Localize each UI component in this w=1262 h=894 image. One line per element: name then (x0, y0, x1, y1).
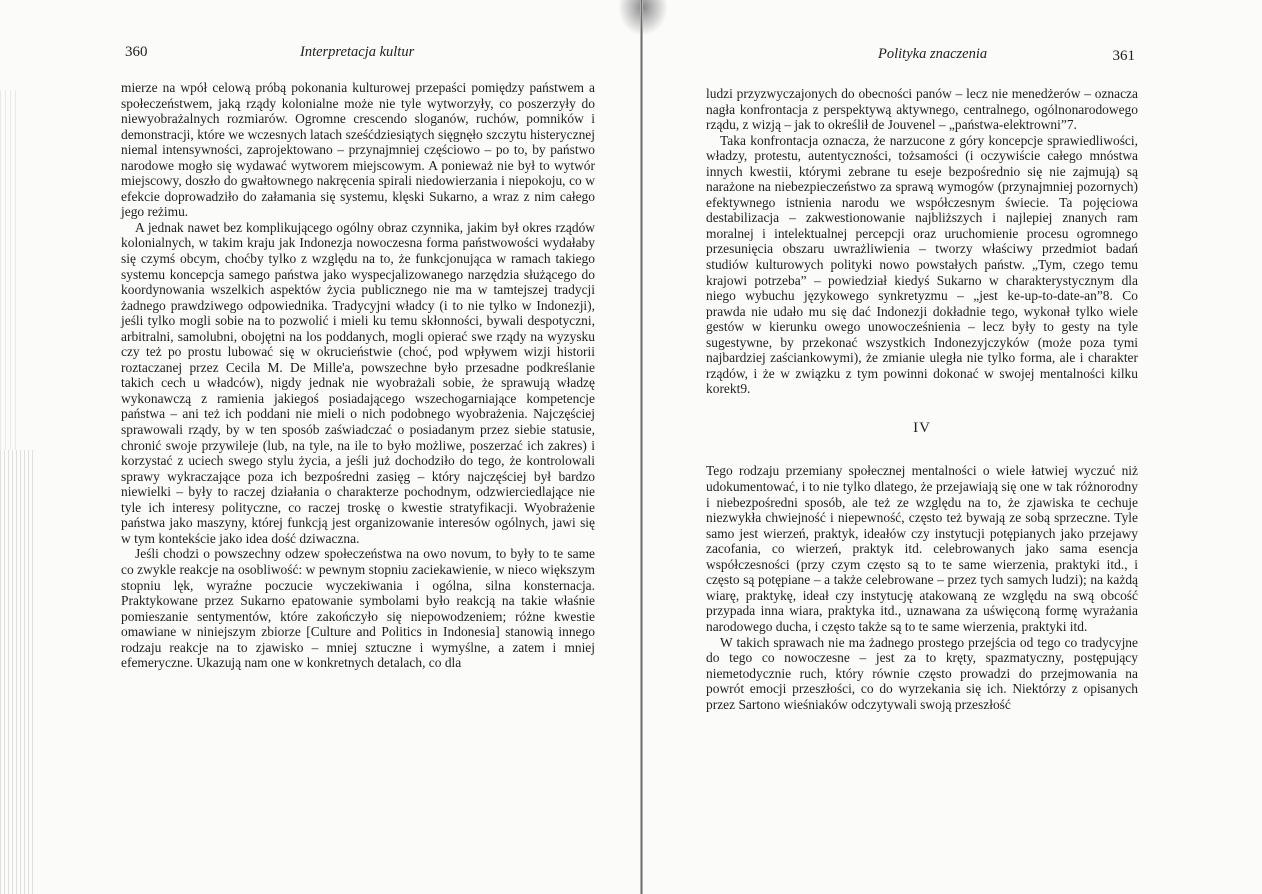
page-edge-shadow-upper (0, 90, 16, 450)
paragraph: Tego rodzaju przemiany społecznej mentalności o wiele łatwiej wyczuć niż udokumentować, i to nie tylko dlatego, że przejawiają się one w tak różnorodny i niebezpośredni sposób, ale też ze względu na to, że zjawiska te cechuje niezwykła chwiejność i niepewność, często też bywają ze sobą sprzeczne. Tyle samo jest wierzeń, praktyk, ideałów czy instytucji potępianych jako przejawy zacofania, co wierzeń, praktyk itd. celebrowanych jako sama esencja współczesności (przy czym często są to te same wierzenia, praktyki itd., i często są potępiane – a także celebrowane – przez tych samych ludzi); na każdą wiarę, praktykę, ideał czy instytucję atakowaną ze względu na swą obcość przypada inna wiara, praktyka itd., uznawana za uświęconą formę wyrażania narodowego ducha, i często także są to te same wierzenia, praktyki itd. (706, 463, 1138, 634)
paragraph: ludzi przyzwyczajonych do obecności panów – lecz nie menedżerów – oznacza nagła konfrontacja z perspektywą aktywnego, centralnego, ogólnonarodowego rządu, z wizją – jak to określił de Jouvenel – „państwa-elektrowni”7. (706, 86, 1138, 133)
left-page-body (121, 80, 595, 671)
section-heading: IV (913, 419, 931, 436)
page-edge-shadow (0, 450, 34, 894)
book-gutter-shadow (618, 0, 668, 36)
right-page-number: 361 (1112, 48, 1135, 64)
paragraph: Jeśli chodzi o powszechny odzew społeczeństwa na owo novum, to były to te same co zwykle reakcje na osobliwość: w pewnym stopniu zaciekawienie, w nieco większym stopniu lęk, wyraźne poczucie wyczekiwania i ogólna, silna konsternacja. Praktykowane przez Sukarno epatowanie symbolami było reakcją na takie właśnie pomieszanie sentymentów, które zakończyło się niepowodzeniem; różne kwestie omawiane w niniejszym zbiorze [Culture and Politics in Indonesia] stanowią innego rodzaju reakcje na to zjawisko – mniej sztuczne i wymyślne, a zatem i mniej efemeryczne. Ukazują nam one w konkretnych detalach, co dla (121, 546, 595, 671)
right-page-body (706, 86, 1138, 712)
paragraph: Taka konfrontacja oznacza, że narzucone z góry koncepcje sprawiedliwości, władzy, protestu, autentyczności, tożsamości (i oczywiście całego mnóstwa innych kwestii, którymi zebrane tu eseje bezpośrednio się nie zajmują) są narażone na niebezpieczeństwo za sprawą wymogów (przynajmniej pozornych) efektywnego istnienia narodu we współczesnym świecie. Ta pojęciowa destabilizacja – zakwestionowanie najbliższych i najlepiej znanych ram moralnej i intelektualnej percepcji oraz uruchomienie procesu ogromnego przesunięcia obszaru uwrażliwienia – tworzy właściwy przedmiot badań studiów kulturowych polityki nowo powstałych państw. „Tym, czego temu krajowi potrzeba” – powiedział kiedyś Sukarno w charakterystycznym dla niego wybuchu językowego synkretyzmu – „jest ke-up-to-date-an”8. Co prawda nie udało mu się dać Indonezji dokładnie tego, wykonał tylko wiele gestów w kierunku owego unowocześnienia – lecz były to gesty na tyle sugestywne, by przekonać wszystkich Indonezyjczyków (może poza tymi najbardziej zaściankowymi), że zmianie uległa nie tylko forma, ale i charakter rządów, i że w związku z tym powinni dokonać w swojej mentalności kilku korekt9. (706, 132, 1138, 397)
right-running-head: Polityka znaczenia (878, 46, 988, 62)
left-running-head: Interpretacja kultur (300, 44, 415, 60)
paragraph: W takich sprawach nie ma żadnego prostego przejścia od tego co tradycyjne do tego co nowoczesne – jest za to kręty, spazmatyczny, postępujący niemetodycznie ruch, który równie często prowadzi do przejmowania na powrót emocji przeszłości, co do wyrzekania się ich. Niektórzy z opisanych przez Sartono wieśniaków odczytywali swoją przeszłość (706, 634, 1138, 712)
left-page-number: 360 (125, 44, 148, 60)
book-spine (640, 0, 643, 894)
paragraph: A jednak nawet bez komplikującego ogólny obraz czynnika, jakim był okres rządów kolonialnych, w takim kraju jak Indonezja nowoczesna forma państwowości wydałaby się czymś obcym, choćby tylko z względu na to, że funkcjonująca w ramach takiego systemu koncepcja samego państwa jako wyspecjalizowanego narzędzia służącego do koordynowania wszelkich aspektów życia publicznego nie ma w tamtejszej tradycji żadnego prawdziwego odpowiednika. Tradycyjni władcy (i to nie tylko w Indonezji), jeśli tylko mogli sobie na to pozwolić i mieli ku temu skłonności, bywali despotyczni, arbitralni, samolubni, obojętni na los poddanych, mogli opierać swe rządy na wyzysku czy też po prostu lubować się w okrucieństwie (choć, pod wpływem wizji historii roztaczanej przez Cecila M. De Mille'a, powszechne było przesadne podkreślanie takich cech u władców), nigdy jednak nie wyobrażali sobie, że sprawują władzę wykonawczą z ramienia jakiegoś posiadającego wszechogarniające kompetencje państwa – ani też ich poddani nie mieli o nich podobnego wyobrażenia. Najczęściej sprawowali rządy, by w ten sposób zaświadczać o posiadanym przez siebie statusie, chronić swoje przywileje (lub, na tyle, na ile to było możliwe, poszerzać ich zakres) i korzystać z uciech swego stylu życia, a jeśli już dochodziło do tego, że kontrolowali sprawy wykraczające poza ich bezpośredni zasięg – który najczęściej był bardzo niewielki – były to raczej działania o charakterze pochodnym, odzwierciedlające nie tyle ich interesy polityczne, co raczej troskę o kwestie stratyfikacji. Wyobrażenie państwa jako maszyny, której funkcją jest organizowanie interesów ogólnych, jawi się w tym kontekście jako idea dość dziwaczna. (121, 219, 595, 546)
paragraph: mierze na wpół celową próbą pokonania kulturowej przepaści pomiędzy państwem a społeczeństwem, jaką rządy kolonialne może nie tyle wytworzyły, co poszerzyły do niewyobrażalnych rozmiarów. Ogromne crescendo sloganów, ruchów, pomników i demonstracji, które we wczesnych latach sześćdziesiątych sięgnęło szczytu histerycznej niemal intensywności, zaprojektowano – przynajmniej częściowo – po to, by państwo narodowe mogło się wydawać wytworem miejscowym. A ponieważ nie był to wytwór miejscowy, doszło do gwałtownego nakręcenia spirali niedowierzania i niepokoju, co w efekcie doprowadziło do załamania się systemu, klęski Sukarno, a wraz z nim całego jego reżimu. (121, 80, 595, 220)
